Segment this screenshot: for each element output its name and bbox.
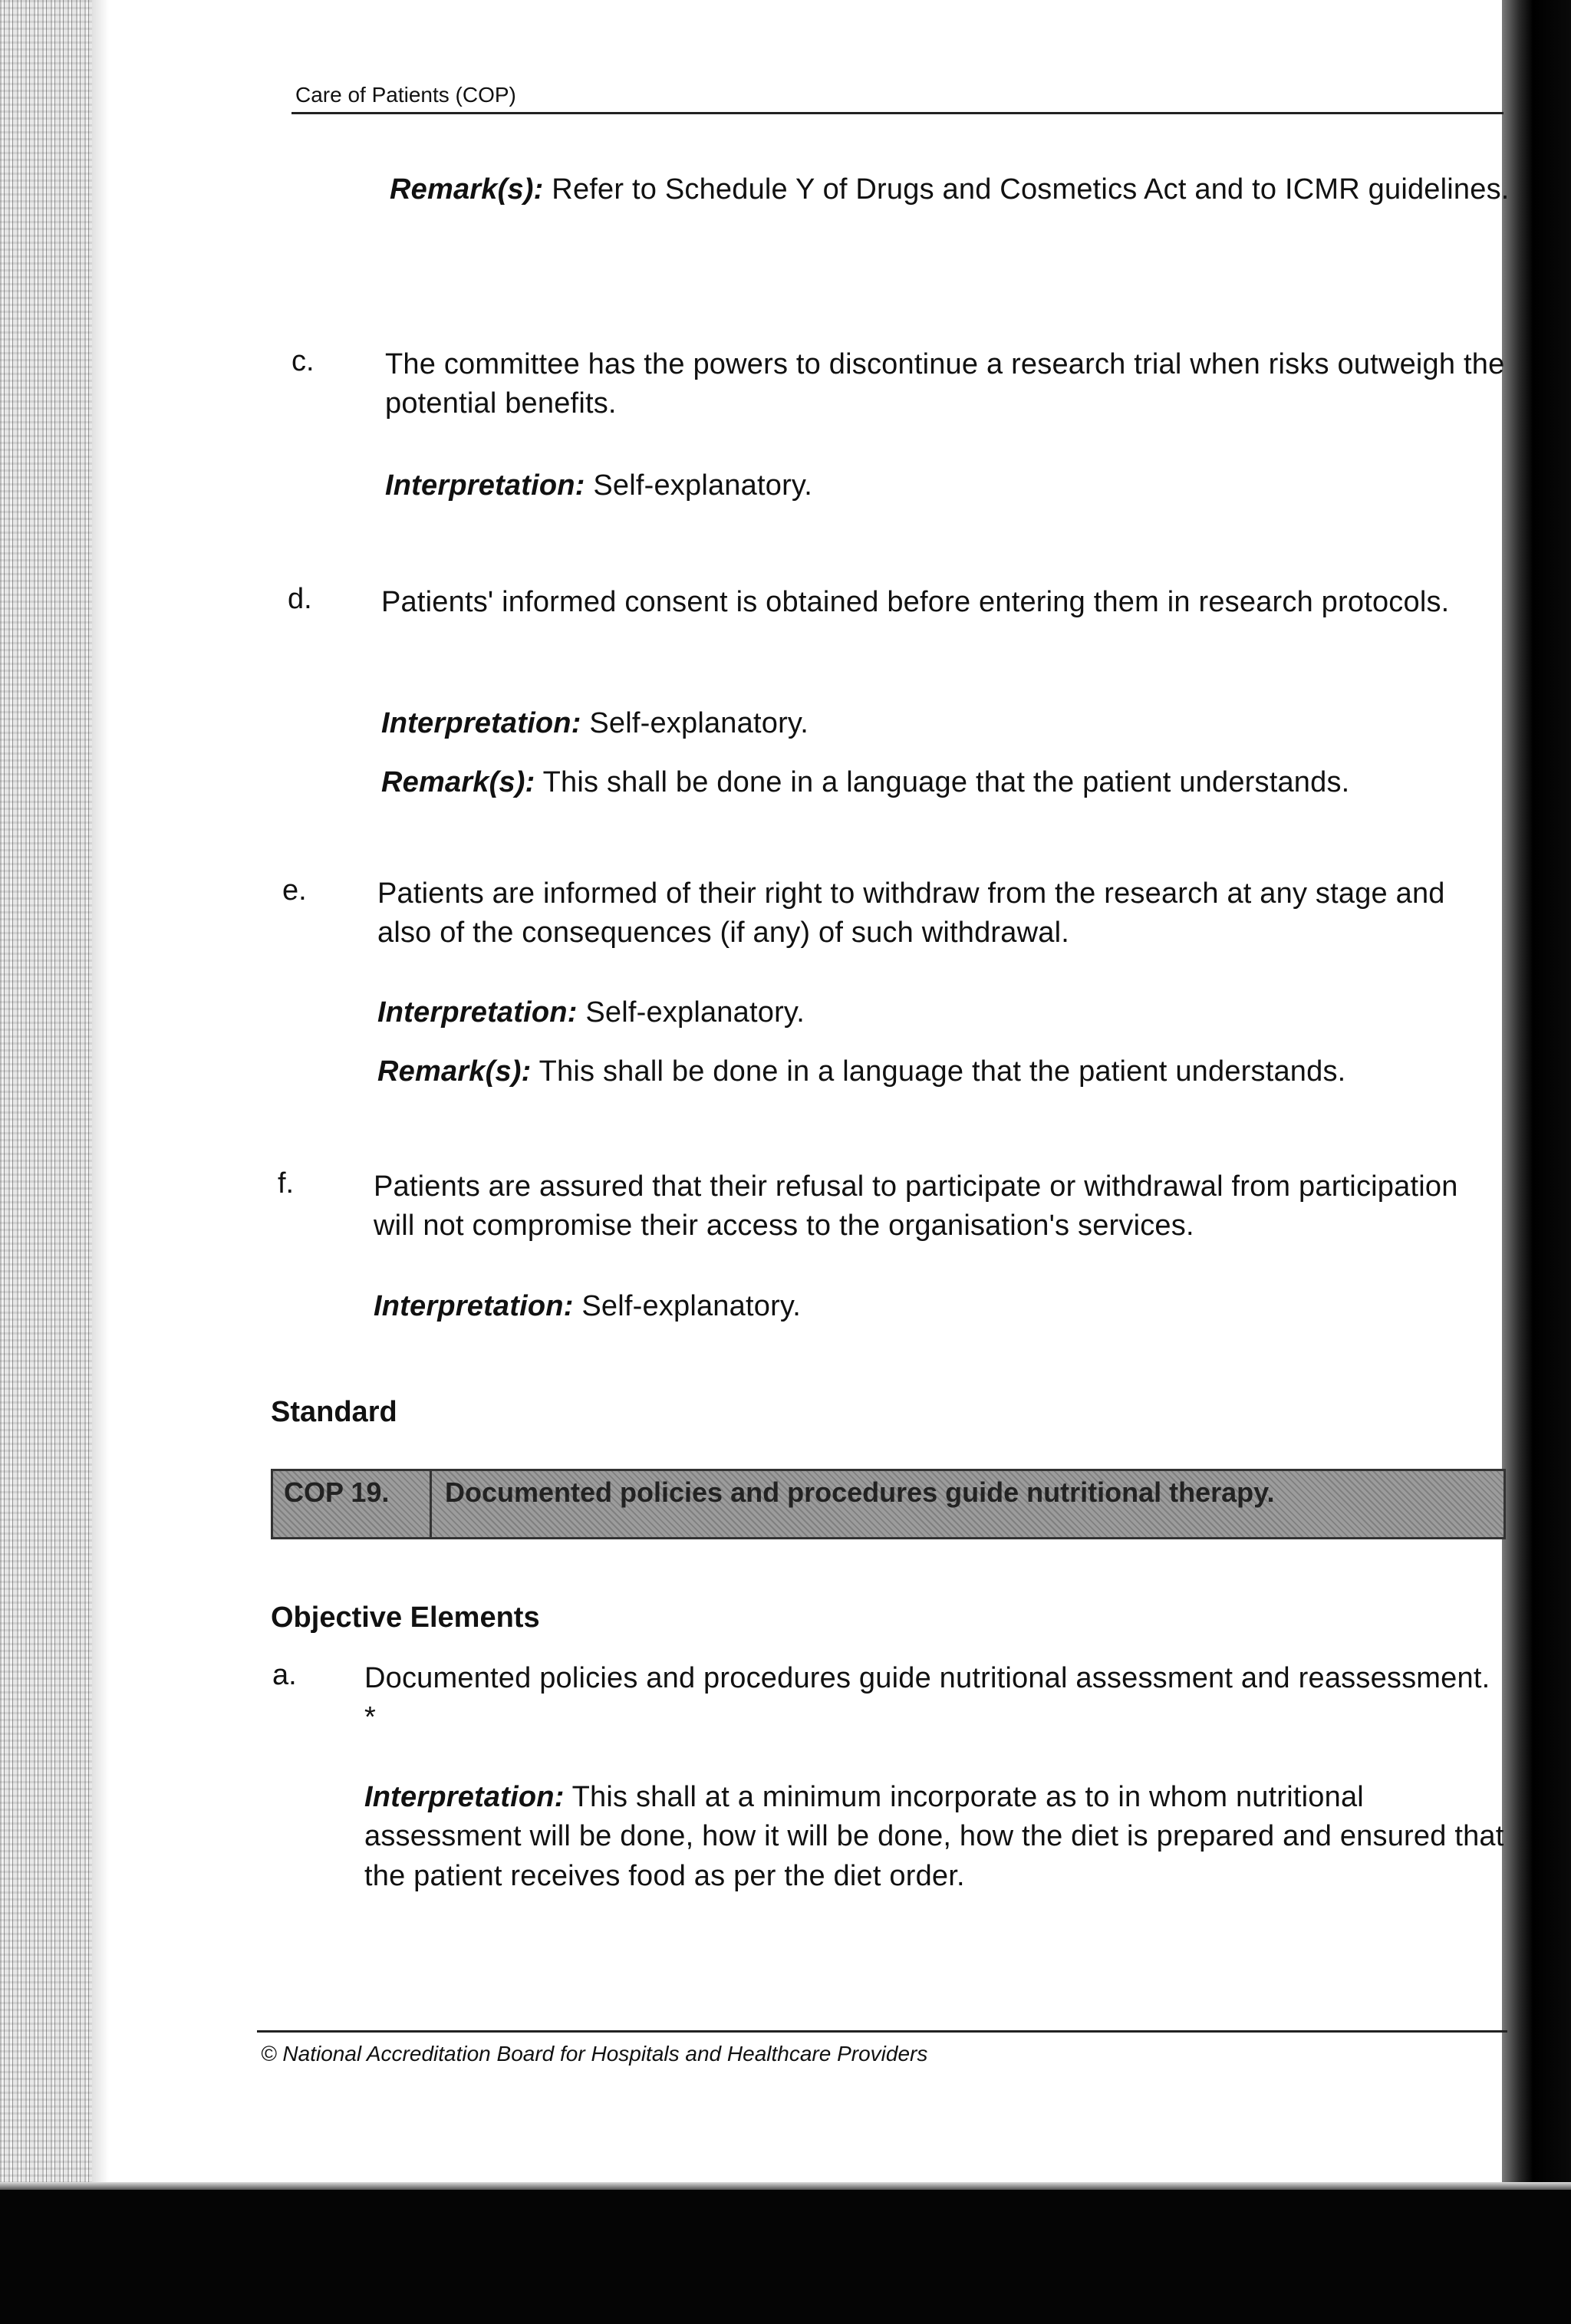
scan-bottom-line (0, 2182, 1571, 2190)
objective-label-a: a. (272, 1659, 297, 1691)
item-f-statement: Patients are assured that their refusal to participate or withdrawal from participation will not compromise their access to the organisation's services. (374, 1170, 1458, 1243)
remark-tag: Remark(s): (377, 1055, 532, 1088)
interpretation-tag: Interpretation: (377, 996, 578, 1029)
item-label-c: c. (291, 345, 315, 377)
remark-text: This shall be done in a language that the patient understands. (538, 1055, 1346, 1088)
scan-left-shadow (92, 0, 109, 2324)
item-c-interpretation (385, 466, 1505, 505)
item-e-interpretation (377, 993, 1505, 1032)
remark-icmr (390, 170, 1510, 209)
interpretation-tag: Interpretation: (364, 1781, 565, 1813)
interpretation-text: Self-explanatory. (581, 1290, 802, 1322)
objective-heading: Objective Elements (271, 1601, 540, 1634)
item-e-statement: Patients are informed of their right to withdraw from the research at any stage and also of the consequences (if any) of such withdrawal. (377, 877, 1445, 950)
objective-a-statement: Documented policies and procedures guide nutritional assessment and reassessment. * (364, 1662, 1490, 1734)
standard-text: Documented policies and procedures guide nutritional therapy. (445, 1476, 1275, 1508)
interpretation-text: Self-explanatory. (589, 707, 809, 739)
item-label-f: f. (278, 1167, 295, 1200)
item-d-interpretation (381, 704, 1505, 743)
remark-tag: Remark(s): (381, 766, 535, 798)
standard-divider (430, 1471, 432, 1537)
objective-a-interpretation (364, 1778, 1506, 1896)
footer-copyright: © National Accreditation Board for Hospitals and Healthcare Providers (261, 2042, 928, 2066)
interpretation-tag: Interpretation: (374, 1290, 574, 1322)
scan-left-edge (0, 0, 92, 2324)
interpretation-tag: Interpretation: (385, 469, 585, 502)
standard-heading: Standard (271, 1396, 397, 1428)
interpretation-tag: Interpretation: (381, 707, 581, 739)
item-f-interpretation (374, 1287, 1505, 1326)
item-d-statement: Patients' informed consent is obtained before entering them in research protocols. (381, 586, 1450, 618)
page-header: Care of Patients (COP) (295, 83, 516, 107)
scan-bottom-edge (0, 2190, 1571, 2324)
interpretation-text: Self-explanatory. (585, 996, 805, 1029)
header-rule (291, 112, 1503, 114)
remark-tag: Remark(s): (390, 173, 544, 206)
item-c-statement: The committee has the powers to discontinue a research trial when risks outweigh the potential benefits. (385, 348, 1505, 420)
interpretation-text: This shall at a minimum incorporate as to in whom nutritional assessment will be done, how it will be done, how the diet is prepared and ensured that the patient receives food as per the diet order. (364, 1781, 1504, 1892)
standard-code: COP 19. (284, 1476, 390, 1508)
item-e-remark (377, 1052, 1505, 1091)
item-label-d: d. (288, 583, 312, 615)
interpretation-text: Self-explanatory. (593, 469, 813, 502)
item-label-e: e. (282, 874, 307, 907)
scan-right-edge (1502, 0, 1571, 2324)
remark-text: Refer to Schedule Y of Drugs and Cosmetics Act and to ICMR guidelines. (552, 173, 1510, 206)
footer-rule (257, 2030, 1507, 2033)
item-d-remark (381, 763, 1505, 802)
remark-text: This shall be done in a language that the patient understands. (542, 766, 1350, 798)
